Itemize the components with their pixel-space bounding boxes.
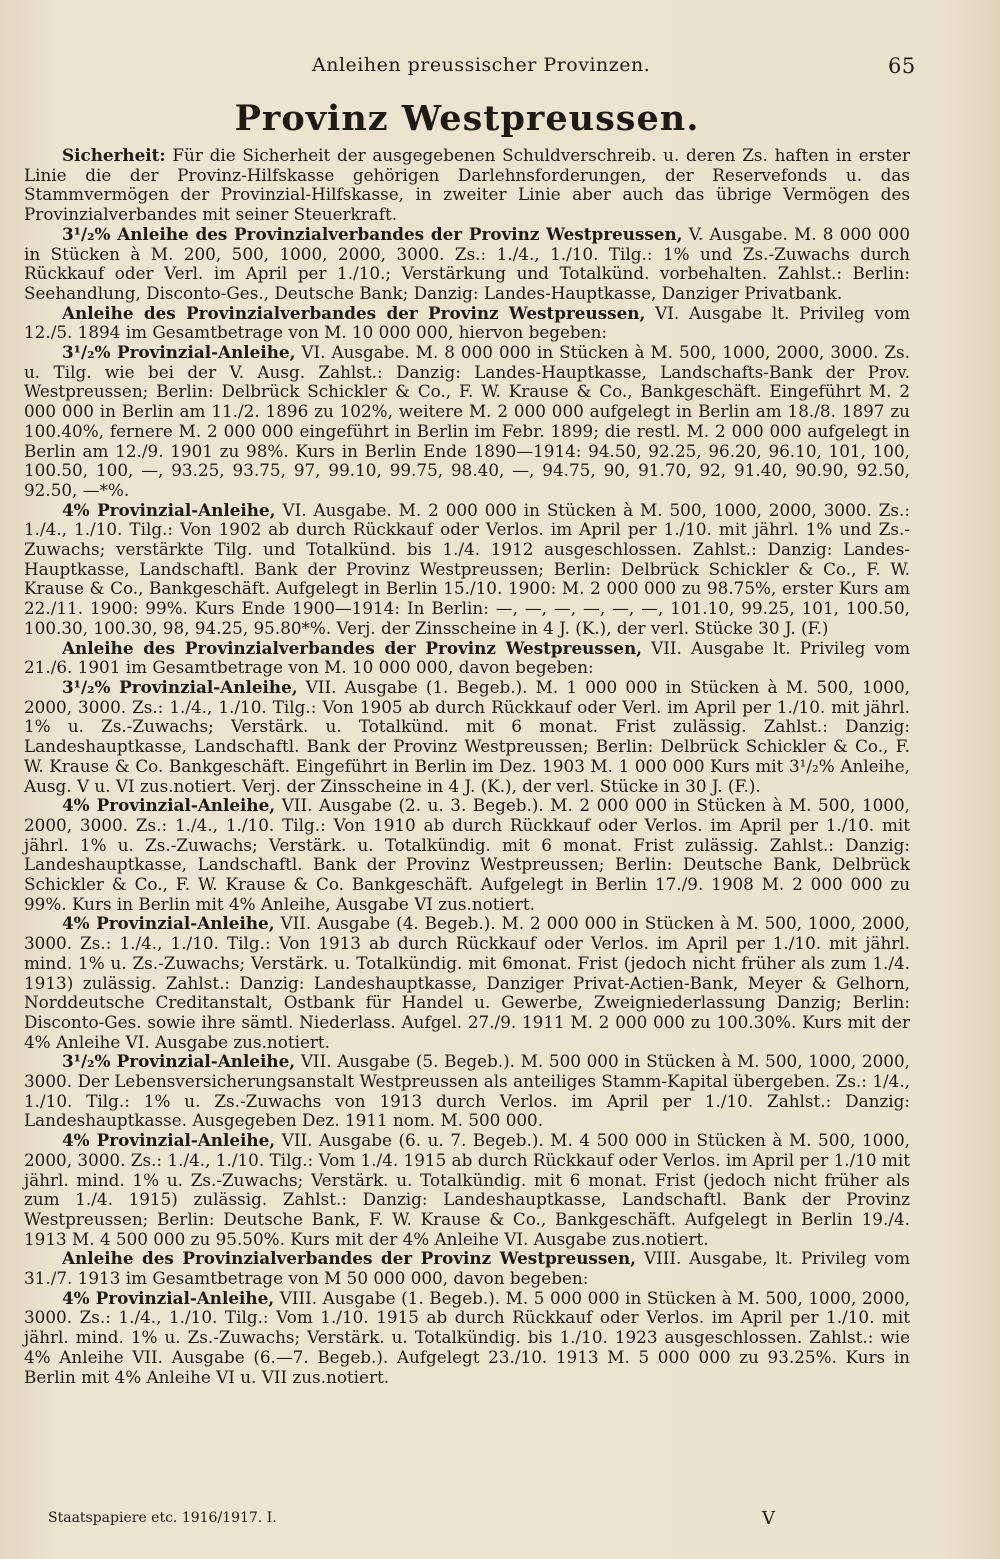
paragraph-lead: 3¹/₂% Provinzial-Anleihe, bbox=[62, 1051, 296, 1072]
running-head bbox=[24, 52, 916, 86]
paragraph-lead: 3¹/₂% Provinzial-Anleihe, bbox=[62, 342, 296, 363]
page-footer: Staatspapiere etc. 1916/1917. I. bbox=[48, 1510, 277, 1526]
paragraph-lead: 4% Provinzial-Anleihe, bbox=[62, 1130, 276, 1151]
paragraph-lead: Sicherheit: bbox=[62, 145, 166, 165]
paragraph-text: VII. Ausgabe (1. Begeb.). M. 1 000 000 in Stücken à M. 500, 1000, 2000, 3000. Zs.: 1./4., 1./10. Tilg.: Von 1905 ab durch Rückkauf oder Verl. im April per 1./10. mit jährl. 1% u. Zs.-Zuwachs; Verstärk. u. Totalkünd. mit 6 monat. Frist zulässig. Zahlst.: Danzig: Landeshauptkasse, Landschaftl. Bank der Provinz Westpreussen; Berlin: Delbrück Schickler & Co., F. W. Krause & Co. Bankgeschäft. Eingeführt in Berlin im Dez. 1903 M. 1 000 000 Kurs mit 3¹/₂% Anleihe, Ausg. V u. VI zus.notiert. Verj. der Zinsscheine in 4 J. (K.), der verl. Stücke in 30 J. (F.). bbox=[24, 676, 910, 796]
paragraph-text: VII. Ausgabe lt. Privileg vom 21./6. 1901 im Gesamtbetrage von M. 10 000 000, davon begeben: bbox=[24, 637, 910, 678]
paragraph-text: Für die Sicherheit der ausgegebenen Schuldverschreib. u. deren Zs. haften in erster Linie die der Provinz-Hilfskasse gehörigen Darlehnsforderungen, der Reservefonds u. das Stammvermögen der Provinzial-Hilfskasse, in zweiter Linie aber auch das übrige Vermögen des Provinzialverbandes mit seiner Steuerkraft. bbox=[24, 145, 910, 225]
running-title: Anleihen preussischer Provinzen. bbox=[312, 54, 651, 76]
section-title: Provinz Westpreussen. bbox=[234, 98, 700, 139]
paragraph bbox=[24, 1249, 910, 1288]
paragraph bbox=[24, 796, 910, 914]
paragraph bbox=[24, 501, 910, 639]
paragraph-text: VIII. Ausgabe, lt. Privileg vom 31./7. 1913 im Gesamtbetrage von M 50 000 000, davon begeben: bbox=[24, 1248, 910, 1289]
paragraph bbox=[24, 678, 910, 796]
paragraph-lead: 3¹/₂% Anleihe des Provinzialverbandes der Provinz Westpreussen, bbox=[62, 223, 683, 244]
paragraph-text: V. Ausgabe. M. 8 000 000 in Stücken à M. 200, 500, 1000, 2000, 3000. Zs.: 1./4., 1./10. Tilg.: 1% und Zs.-Zuwachs durch Rückkauf oder Verl. im April per 1./10.; Verstärkung und Totalkünd. vorbehalten. Zahlst.: Berlin: Seehandlung, Disconto-Ges., Deutsche Bank; Danzig: Landes-Hauptkasse, Danziger Privatbank. bbox=[24, 223, 910, 303]
signature-mark: V bbox=[762, 1508, 775, 1529]
page-number: 65 bbox=[888, 54, 916, 78]
paragraph-lead: 3¹/₂% Provinzial-Anleihe, bbox=[62, 676, 298, 697]
paragraph bbox=[24, 146, 910, 225]
paragraph-lead: 4% Provinzial-Anleihe, bbox=[62, 499, 276, 520]
paragraph-text: VII. Ausgabe (6. u. 7. Begeb.). M. 4 500 000 in Stücken à M. 500, 1000, 2000, 3000. Zs.: 1./4., 1./10. Tilg.: Vom 1./4. 1915 ab durch Rückkauf oder Verlos. im April per 1./10 mit jährl. mind. 1% u. Zs.-Zuwachs; Verstärk. u. Totalkündig. mit 6 monat. Frist (jedoch nicht früher als zum 1./4. 1915) zulässig. Zahlst.: Danzig: Landeshauptkasse, Landschaftl. Bank der Provinz Westpreussen; Berlin: Deutsche Bank, F. W. Krause & Co., Bankgeschäft. Aufgelegt in Berlin 19./4. 1913 M. 4 500 000 zu 95.50%. Kurs mit der 4% Anleihe VI. Ausgabe zus.notiert. bbox=[24, 1130, 910, 1249]
paragraph-lead: Anleihe des Provinzialverbandes der Provinz Westpreussen, bbox=[62, 637, 642, 658]
paragraph-text: VIII. Ausgabe (1. Begeb.). M. 5 000 000 in Stücken à M. 500, 1000, 2000, 3000. Zs.: 1./4., 1./10. Tilg.: Vom 1./10. 1915 ab durch Rückkauf oder Verlos. im April per 1./10. mit jährl. mind. 1% u. Zs.-Zuwachs; Verstärk. u. Totalkündig. bis 1./10. 1923 ausgeschlossen. Zahlst.: wie 4% Anleihe VII. Ausgabe (6.—7. Begeb.). Aufgelegt 23./10. 1913 M. 5 000 000 zu 93.25%. Kurs in Berlin mit 4% Anleihe VI u. VII zus.notiert. bbox=[24, 1287, 910, 1387]
paragraph bbox=[24, 304, 910, 343]
paragraph bbox=[24, 639, 910, 678]
paragraph-text: VII. Ausgabe (5. Begeb.). M. 500 000 in Stücken à M. 500, 1000, 2000, 3000. Der Lebensversicherungsanstalt Westpreussen als anteiliges Stamm-Kapital übergeben. Zs.: 1/4., 1./10. Tilg.: 1% u. Zs.-Zuwachs von 1913 durch Verlos. im April per 1./10. Zahlst.: Danzig: Landeshauptkasse. Ausgegeben Dez. 1911 nom. M. 500 000. bbox=[24, 1051, 910, 1131]
paragraph-lead: 4% Provinzial-Anleihe, bbox=[62, 913, 275, 934]
body-text bbox=[24, 146, 910, 1387]
paragraph-lead: 4% Provinzial-Anleihe, bbox=[62, 795, 276, 816]
paragraph-text: VII. Ausgabe (2. u. 3. Begeb.). M. 2 000 000 in Stücken à M. 500, 1000, 2000, 3000. Zs.: 1./4., 1./10. Tilg.: Von 1910 ab durch Rückkauf oder Verlos. im April per 1./10. mit jährl. 1% u. Zs.-Zuwachs; Verstärk. u. Totalkündig. mit 6 monat. Frist zulässig. Zahlst.: Danzig: Landeshauptkasse, Landschaftl. Bank der Provinz Westpreussen; Berlin: Deutsche Bank, Delbrück Schickler & Co., F. W. Krause & Co. Bankgeschäft. Aufgelegt in Berlin 17./9. 1908 M. 2 000 000 zu 99%. Kurs in Berlin mit 4% Anleihe, Ausgabe VI zus.notiert. bbox=[24, 795, 910, 914]
paragraph bbox=[24, 343, 910, 501]
paragraph bbox=[24, 914, 910, 1052]
paragraph-text: VI. Ausgabe lt. Privileg vom 12./5. 1894 im Gesamtbetrage von M. 10 000 000, hiervon begeben: bbox=[24, 302, 910, 343]
paragraph-text: VI. Ausgabe. M. 8 000 000 in Stücken à M. 500, 1000, 2000, 3000. Zs. u. Tilg. wie bei der V. Ausg. Zahlst.: Danzig: Landes-Hauptkasse, Landschafts-Bank der Prov. Westpreussen; Berlin: Delbrück Schickler & Co., F. W. Krause & Co., Bankgeschäft. Eingeführt M. 2 000 000 in Berlin am 11./2. 1896 zu 102%, weitere M. 2 000 000 aufgelegt in Berlin am 18./8. 1897 zu 100.40%, fernere M. 2 000 000 eingeführt in Berlin im Febr. 1899; die restl. M. 2 000 000 aufgelegt in Berlin am 12./9. 1901 zu 98%. Kurs in Berlin Ende 1890—1914: 94.50, 92.25, 96.20, 96.10, 101, 100, 100.50, 100, —, 93.25, 93.75, 97, 99.10, 99.75, 98.40, —, 94.75, 90, 91.70, 92, 91.40, 90.90, 92.50, 92.50, —*%. bbox=[24, 342, 910, 500]
paragraph bbox=[24, 1289, 910, 1388]
paragraph bbox=[24, 1052, 910, 1131]
paragraph bbox=[24, 225, 910, 304]
paragraph bbox=[24, 1131, 910, 1249]
paragraph-text: VI. Ausgabe. M. 2 000 000 in Stücken à M. 500, 1000, 2000, 3000. Zs.: 1./4., 1./10. Tilg.: Von 1902 ab durch Rückkauf oder Verlos. im April per 1./10. mit jährl. 1% und Zs.-Zuwachs; verstärkte Tilg. und Totalkünd. bis 1./4. 1912 ausgeschlossen. Zahlst.: Danzig: Landes-Hauptkasse, Landschaftl. Bank der Provinz Westpreussen; Berlin: Delbrück Schickler & Co., F. W. Krause & Co., Bankgeschäft. Aufgelegt in Berlin 15./10. 1900: M. 2 000 000 zu 98.75%, erster Kurs am 22./11. 1900: 99%. Kurs Ende 1900—1914: In Berlin: —, —, —, —, —, —, 101.10, 99.25, 101, 100.50, 100.30, 100.30, 98, 94.25, 95.80*%. Verj. der Zinsscheine in 4 J. (K.), der verl. Stücke 30 J. (F.) bbox=[24, 499, 910, 638]
paragraph-lead: Anleihe des Provinzialverbandes der Provinz Westpreussen, bbox=[62, 302, 646, 323]
paragraph-lead: 4% Provinzial-Anleihe, bbox=[62, 1287, 275, 1308]
paragraph-lead: Anleihe des Provinzialverbandes der Provinz Westpreussen, bbox=[62, 1248, 637, 1269]
paragraph-text: VII. Ausgabe (4. Begeb.). M. 2 000 000 in Stücken à M. 500, 1000, 2000, 3000. Zs.: 1./4., 1./10. Tilg.: Von 1913 ab durch Rückkauf oder Verlos. im April per 1./10. mit jährl. mind. 1% u. Zs.-Zuwachs; Verstärk. u. Totalkündig. mit 6monat. Frist (jedoch nicht früher als zum 1./4. 1913) zulässig. Zahlst.: Danzig: Landeshauptkasse, Danziger Privat-Actien-Bank, Meyer & Gelhorn, Norddeutsche Creditanstalt, Ostbank für Handel u. Gewerbe, Zweigniederlassung Danzig; Berlin: Disconto-Ges. sowie ihre sämtl. Niederlass. Aufgel. 27./9. 1911 M. 2 000 000 zu 100.30%. Kurs mit der 4% Anleihe VI. Ausgabe zus.notiert. bbox=[24, 913, 911, 1052]
